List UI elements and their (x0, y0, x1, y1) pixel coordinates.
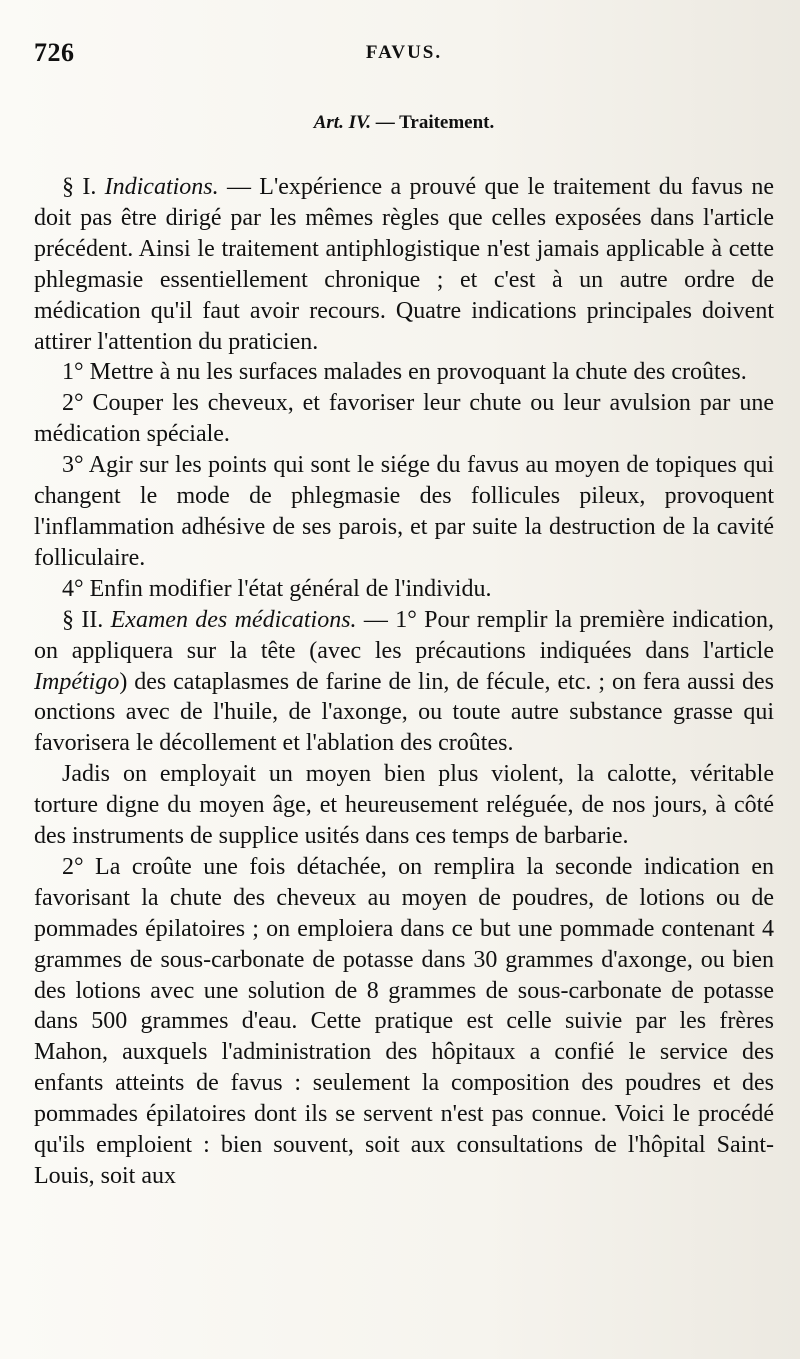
body-text (34, 172, 774, 1192)
paragraph-examen (34, 605, 774, 760)
emphasis-impetigo: Impétigo (34, 668, 120, 695)
section-marker: § I. (62, 174, 105, 200)
section-lead: Examen des médications. (110, 606, 357, 633)
running-title: FAVUS. (365, 42, 443, 63)
paragraph-jadis: Jadis on employait un moyen bien plus violent, la calotte, véritable torture digne du moyen âge, et heureusement reléguée, de nos jours, à côté des instruments de supplice usités dans ces temps de barbarie. (34, 761, 774, 850)
paragraph-item-3: 3° Agir sur les points qui sont le siége du favus au moyen de topiques qui changent le mode de phlegmasie des follicules pileux, provoquent l'inflammation adhésive de ses parois, et par suite la destruction de la cavité folliculaire. (34, 452, 774, 571)
article-title: Traitement. (399, 112, 495, 133)
section-lead: Indications. (104, 174, 219, 200)
article-dash: — (370, 112, 400, 133)
paragraph-text: — 1° Pour remplir la première indication, on appliquera sur la tête (avec les précautions indiquées dans l'article (34, 606, 774, 664)
paragraph-indications (34, 172, 774, 357)
paragraph-item-4: 4° Enfin modifier l'état général de l'individu. (62, 575, 492, 602)
page-number: 726 (34, 38, 75, 67)
article-label: Art. IV. (313, 112, 371, 133)
paragraph-text: — L'expérience a prouvé que le traitement du favus ne doit pas être dirigé par les mêmes règles que celles exposées dans l'article précédent. Ainsi le traitement antiphlogistique n'est jamais applicable à cette phlegmasie essentiellement chronique ; et c'est à un autre ordre de médication qu'il faut avoir recours. Quatre indications principales doivent attirer l'attention du praticien. (34, 174, 774, 355)
page-header (34, 38, 774, 78)
paragraph-text: ) des cataplasmes de farine de lin, de fécule, etc. ; on fera aussi des onctions avec de l'huile, de l'axonge, ou toute autre substance grasse qui favorisera le décollement et l'ablation des croûtes. (34, 668, 774, 757)
paragraph-seconde-indication: 2° La croûte une fois détachée, on remplira la seconde indication en favorisant la chute des cheveux au moyen de poudres, de lotions ou de pommades épilatoires ; on emploiera dans ce but une pommade contenant 4 grammes de sous-carbonate de potasse dans 30 grammes d'axonge, ou bien des lotions avec une solution de 8 grammes de sous-carbonate de potasse dans 500 grammes d'eau. Cette pratique est celle suivie par les frères Mahon, auxquels l'administration des hôpitaux a confié le service des enfants atteints de favus : seulement la composition des poudres et des pommades épilatoires dont ils se servent n'est pas connue. Voici le procédé qu'ils emploient : bien souvent, soit aux consultations de l'hôpital Saint-Louis, soit aux (34, 853, 774, 1189)
article-heading (34, 112, 774, 134)
paragraph-item-1: 1° Mettre à nu les surfaces malades en provoquant la chute des croûtes. (62, 359, 747, 386)
section-marker: § II. (62, 606, 111, 633)
paragraph-item-2: 2° Couper les cheveux, et favoriser leur chute ou leur avulsion par une médication spéciale. (34, 390, 774, 448)
